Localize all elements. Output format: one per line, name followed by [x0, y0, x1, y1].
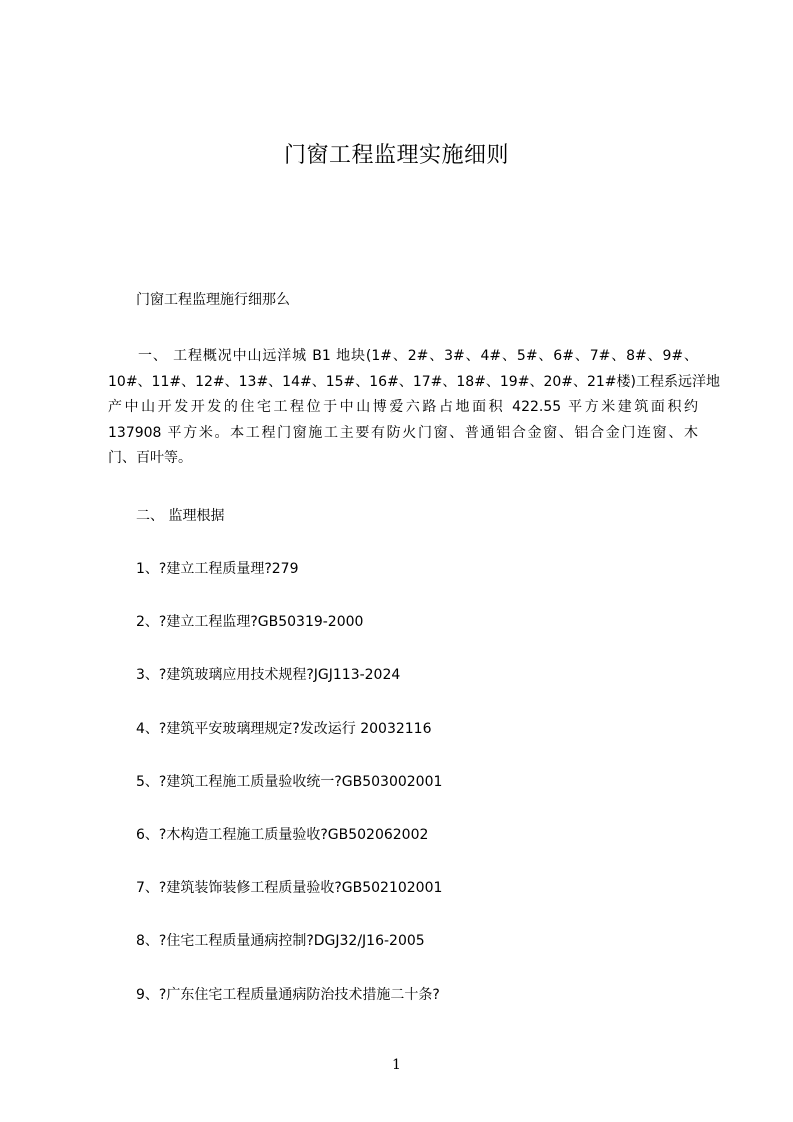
list-item: 9、?广东住宅工程质量通病防治技术措施二十条? [136, 986, 440, 1003]
list-item: 3、?建筑玻璃应用技术规程?JGJ113-2024 [136, 667, 401, 684]
paragraph-line: 10#、11#、12#、13#、14#、15#、16#、17#、18#、19#、20#、21#楼)工程系远洋地 [108, 373, 720, 390]
paragraph-line: 产中山开发开发的住宅工程位于中山博爱六路占地面积 422.55 平方米建筑面积约 [108, 399, 698, 415]
list-item: 4、?建筑平安玻璃理规定?发改运行 20032116 [136, 720, 432, 737]
list-item: 7、?建筑装饰装修工程质量验收?GB502102001 [136, 880, 443, 897]
reference-list [136, 559, 442, 1038]
paragraph-line: 门、百叶等。 [108, 450, 192, 466]
list-item: 5、?建筑工程施工质量验收统一?GB503002001 [136, 773, 443, 790]
project-overview-paragraph [108, 344, 720, 472]
page-number: 1 [392, 1057, 401, 1073]
list-item: 1、?建立工程质量理?279 [136, 561, 299, 577]
section-heading: 二、 监理根据 [136, 508, 225, 524]
paragraph-line: 一、 工程概况中山远洋城 B1 地块(1#、2#、3#、4#、5#、6#、7#、8#、9#、 [138, 348, 698, 364]
list-item: 2、?建立工程监理?GB50319-2000 [136, 614, 364, 631]
list-item: 6、?木构造工程施工质量验收?GB502062002 [136, 826, 429, 843]
paragraph-line: 137908 平方米。本工程门窗施工主要有防火门窗、普通铝合金窗、铝合金门连窗、木 [108, 424, 698, 441]
document-subtitle: 门窗工程监理施行细那么 [136, 292, 290, 308]
document-title: 门窗工程监理实施细则 [283, 143, 509, 168]
list-item: 8、?住宅工程质量通病控制?DGJ32/J16-2005 [136, 933, 425, 950]
